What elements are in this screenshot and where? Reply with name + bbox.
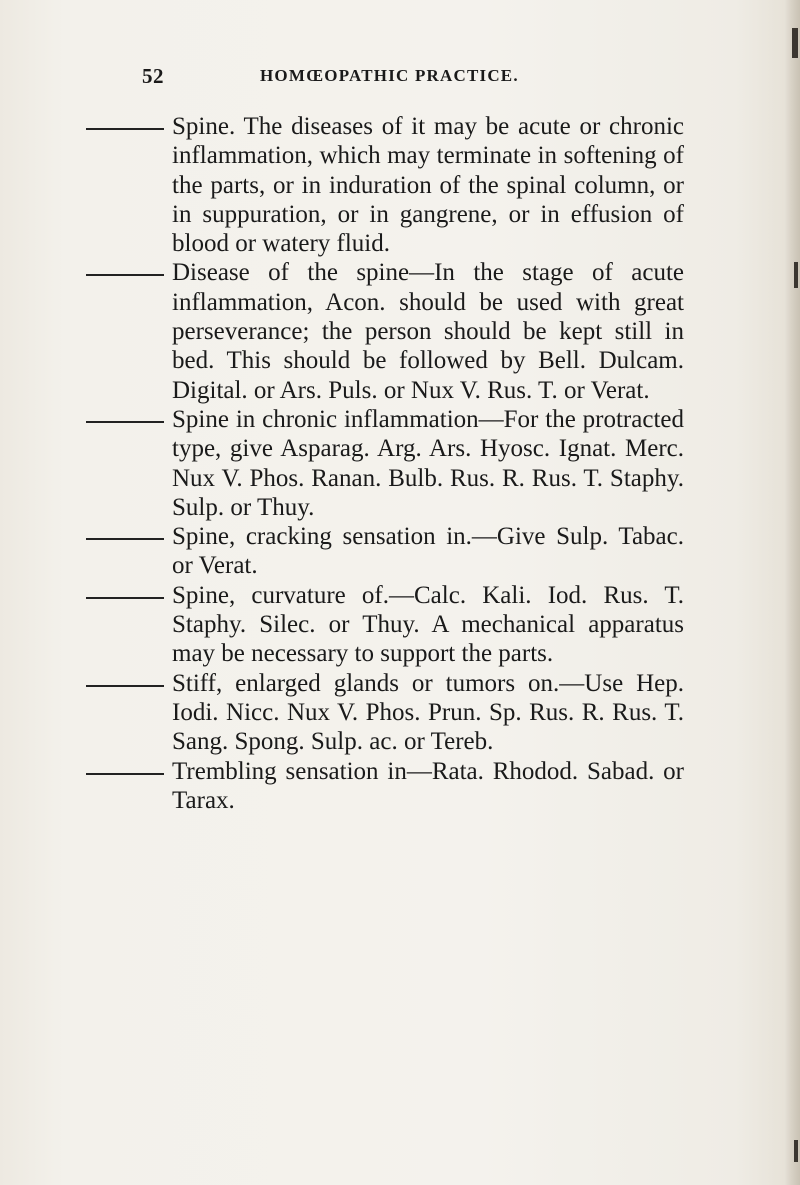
- entry-curvature: [172, 581, 684, 669]
- entry-dash: [86, 128, 164, 130]
- entry-stiff-glands: [172, 669, 684, 757]
- entry-text: Disease of the spine—In the stage of acute inflammation, Acon. should be used with great perseverance; the person should be kept still in bed. This should be followed by Bell. Dulcam. Digital. or Ars. Puls. or Nux V. Rus. T. or Verat.: [172, 259, 684, 404]
- entry-chronic-inflammation: [172, 405, 684, 522]
- binding-mark: [792, 28, 798, 58]
- running-head: [142, 64, 682, 90]
- entry-dash: [86, 597, 164, 599]
- entry-disease-of-spine: [172, 258, 684, 404]
- entry-text: Spine, cracking sensation in.—Give Sulp. Tabac. or Verat.: [172, 523, 684, 580]
- entry-text: Spine, curvature of.—Calc. Kali. Iod. Rus. T. Staphy. Silec. or Thuy. A mechanical apparatus may be necessary to support the parts.: [172, 581, 684, 668]
- entry-dash: [86, 421, 164, 423]
- entry-list: [172, 112, 684, 815]
- entry-cracking-sensation: [172, 522, 684, 581]
- entry-text: Stiff, enlarged glands or tumors on.—Use Hep. Iodi. Nicc. Nux V. Phos. Prun. Sp. Rus. R. Rus. T. Sang. Spong. Sulp. ac. or Tereb.: [172, 669, 684, 756]
- binding-mark: [794, 262, 798, 288]
- entry-dash: [86, 773, 164, 775]
- entry-dash: [86, 685, 164, 687]
- entry-dash: [86, 538, 164, 540]
- entry-text: Spine in chronic inflammation—For the protracted type, give Asparag. Arg. Ars. Hyosc. Ignat. Merc. Nux V. Phos. Ranan. Bulb. Rus. R. Rus. T. Staphy. Sulp. or Thuy.: [172, 405, 684, 521]
- entry-text: Trembling sensation in—Rata. Rhodod. Sabad. or Tarax.: [172, 757, 684, 814]
- page-number: 52: [142, 64, 164, 88]
- running-title: HOMŒOPATHIC PRACTICE.: [260, 66, 519, 85]
- entry-text: Spine. The diseases of it may be acute or chronic inflammation, which may terminate in softening of the parts, or in induration of the spinal column, or in suppuration, or in gangrene, or in effusion of blood or watery fluid.: [172, 113, 684, 258]
- binding-mark: [794, 1140, 798, 1162]
- binding-edge: [784, 0, 800, 1185]
- entry-trembling-sensation: [172, 757, 684, 816]
- entry-dash: [86, 274, 164, 276]
- entry-spine-diseases: [172, 112, 684, 258]
